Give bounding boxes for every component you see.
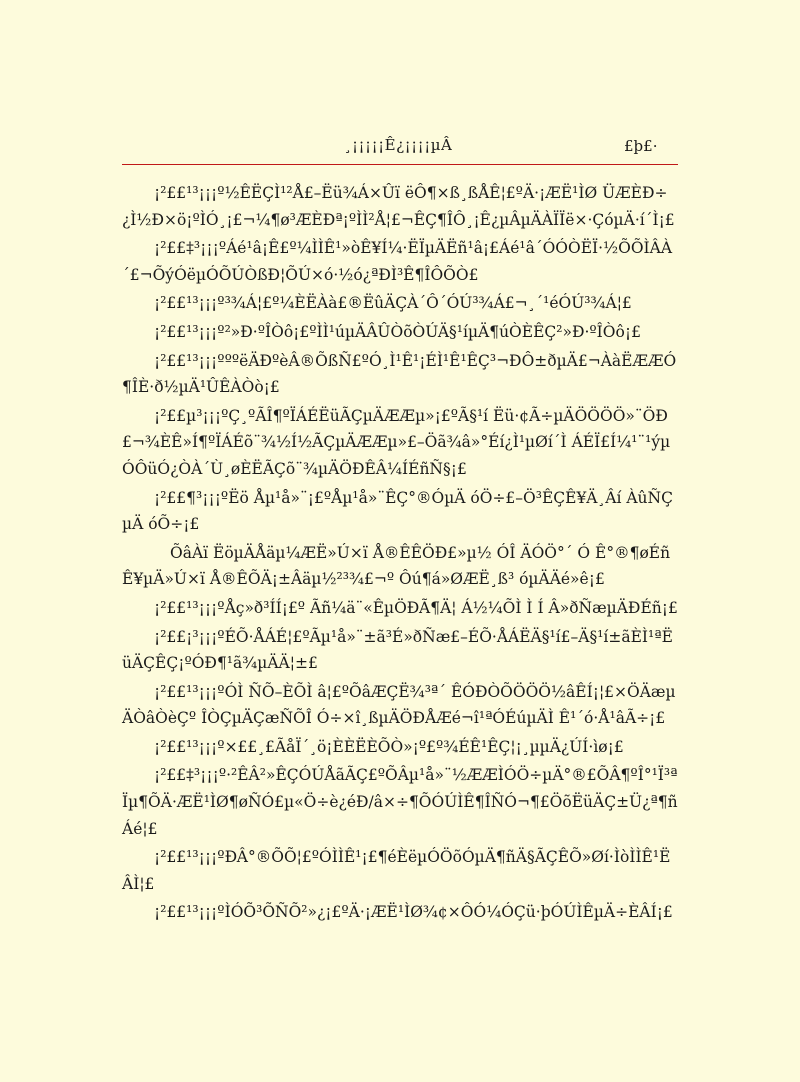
endnote-paragraph: ¡²££¹³¡¡¡ºÅç»ð³ÍÍ¡£º Ãñ¼ä¨«ÊµÖÐÃ¶Ä¦ Á½¼ÕÌ Ì Í Â»ðÑæµÄÐÉñ¡£ [154, 598, 678, 617]
endnote-paragraph: ¡²££¹³¡¡¡º³¾Á¦£º¼ÈËÀà£®ËûÄÇÀ´Ô´ÓÚ³¾Á£¬¸´¹éÓÚ³¾Á¦£ [154, 294, 632, 313]
endnote-paragraph: ¡²££¹³¡¡¡º×££¸£ÃåÏ´¸ö¡ÈÈËÈÕÒ»¡º£º¾ÉÊ¹ÊÇ¦¡¸µµÄ¿ÚÍ·ìø¡£ [154, 737, 624, 756]
endnote-paragraph: ¡²££¹³¡¡¡ºÓÌ ÑÕ–ÈÕÌ â¦£ºÕâÆÇË¾³ª´ ÊÓÐÒÕÖÖÖ½âÊÍ¡¦£×ÖÄæµÄÒâÒèÇº ÎÒÇµÄÇæÑÕÎ Ó÷×î¸ßµÄÖÐÅÆé¬î¹ªÓÉúµÄÌ Ê¹´ó·Å¹âÃ÷¡£ [122, 682, 676, 728]
endnote-paragraph: ¡²££¶³¡¡¡ºËö Åµ¹å»¨¡£ºÅµ¹å»¨ÊÇ°®ÓµÄ óÖ÷£–Ö³ÊÇÊ¥Ä¸Âí ÀûÑÇµÄ óÕ÷¡£ [122, 488, 673, 534]
endnote-continuation: ÕâÀï ËöµÄÅäµ¼ÆË»Ú×ï Å®ÊÊÖÐ£»µ½ ÓÎ ÄÓÖ°´ Ó Ê°®¶øÉñÊ¥µÄ»Ú×ï Å®ÊÕÄ¡±Âäµ½²³¾£¬º Ôú¶á»ØÆË¸ß³ óµÄÄé»ê¡£ [122, 543, 671, 589]
page-number: £þ£· [624, 137, 658, 155]
endnote-paragraph: ¡²££¹³¡¡¡º²»Ð·ºÎÒô¡£ºÌÌ¹úµÄÂÛÒõÒÚÄ§¹íµÄ¶úÒÈÊÇ²»Ð·ºÎÒô¡£ [154, 322, 641, 341]
endnote-paragraph: ¡²££‡³¡¡¡º·²ÊÂ²»ÊÇÓÚÅãÃÇ£ºÕÂµ¹å»¨½ÆÆÌÓÖ÷µÄ°®£ÕÂ¶ºÎ°¹Ï³ªÏµ¶ÕÄ·ÆË¹ÌØ¶øÑÓ£µ«Ö÷è¿éÐ/â×÷¶ÕÓÚÌÊ¶ÎÑÓ¬¶£ÖõËüÄÇ±Ü¿ª¶ñÁé¦£ [122, 766, 678, 838]
running-header [122, 130, 678, 165]
endnote-paragraph: ¡²££‡³¡¡¡ºÁé¹â¡Ê£º¼ÌÌÊ¹»òÊ¥Í¼·ËÏµÄËñ¹â¡£Áé¹â´ÓÓÒËÏ·½ÕÕÌÂÀ´£¬ÕýÓëµÓÕÚÒßÐ¦ÕÚ×ó·½ó¿ªÐÌ³Ê¶ÎÔÕÒ£ [122, 239, 673, 284]
endnotes-body [122, 180, 678, 928]
endnote-paragraph: ¡²££¹³¡¡¡º½ÊËÇÌ¹²Å£–Ëü¾Á×Ûï ëÔ¶×ß¸ßÅÊ¦£ºÄ·¡ÆË¹ÌØ ÜÆÈÐ÷¿Ì½Ð×ö¡ºÌÓ¸¡£¬¼¶ø³ÆÈÐª¡ºÌÌ²Å¦£¬ÊÇ¶ÎÔ¸¡Ê¿µÂµÄÀÏÏë×·ÇóµÄ·í´Ì¡£ [122, 184, 675, 229]
endnote-paragraph: ¡²££¹³¡¡¡ºººëÄÐºèÂ®ÕßÑ£ºÓ¸Ì¹Ê¹¡ÉÌ¹Ê¹ÊÇ³¬ÐÔ±ðµÄ£¬ÀàËÆÆÓ¶ÎÈ·ð½µÄ¹ÛÊÀÒò¡£ [122, 351, 677, 397]
endnote-paragraph: ¡²££¹³¡¡¡ºÌÓÕ³ÕÑÕ²»¿¡£ºÄ·¡ÆË¹ÌØ¾¢×ÔÓ¼ÓÇü·þÓÚÌÊµÄ÷ÈÂÍ¡£ [154, 903, 673, 922]
endnote-paragraph: ¡²££¡³¡¡¡ºÉÕ·ÅÁÉ¦£ºÃµ¹å»¨±ã³É»ðÑæ£–ÉÕ·ÅÁËÄ§¹í£–Ä§¹í±ãÈÌ¹ªËüÄÇÊÇ¡ºÓÐ¶¹ã¾µÄÄ¦±£ [122, 627, 673, 673]
endnote-paragraph: ¡²££µ³¡¡¡ºÇ¸ºÃÎ¶ºÏÁÉËüÃÇµÄÆÆµ»¡£ºÃ§¹í Ëü·¢Ã÷µÄÖÖÖÖ»¨ÖÐ£¬¾ÈÊ»Í¶ºÏÁÉõ¨¾½Í½ÃÇµÄÆÆµ»£–Öã¾â»°Éí¿Ì¹µØí´Ì ÁÉÏ£Í¼¹¨¹ýµÓÔüÓ¿ÒÀ´Ù¸øÈËÃÇõ¨¾µÄÖÐÊÂ¼ÍÉñÑ§¡£ [122, 406, 671, 478]
endnote-paragraph: ¡²££¹³¡¡¡ºÐÂ°®ÕÕ¦£ºÓÌÌÊ¹¡£¶éÈëµÓÖõÓµÄ¶ñÄ§ÃÇÊÕ»Øí·ÌòÌÌÊ¹ËÂÌ¦£ [122, 848, 671, 893]
running-title: ¸¡¡¡¡¡Ê¿¡¡¡¡µÂ [344, 136, 453, 154]
